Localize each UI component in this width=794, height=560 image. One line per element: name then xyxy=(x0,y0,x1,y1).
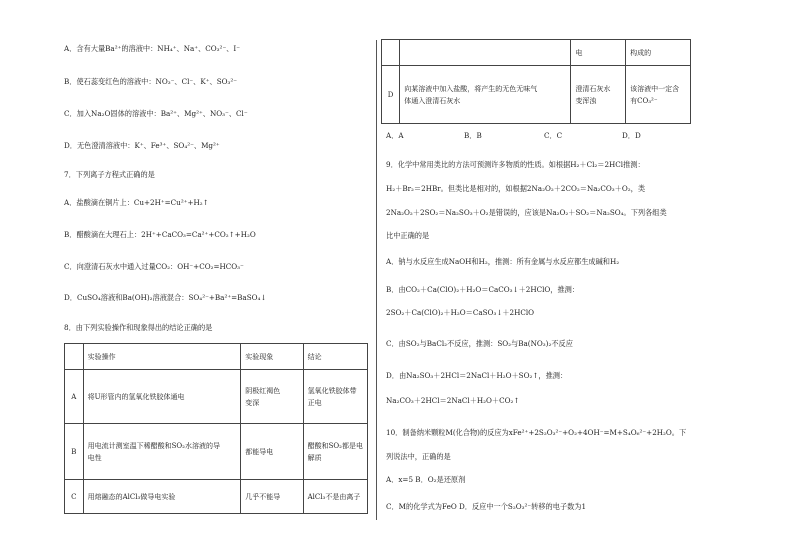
q7-option-c: C．向澄清石灰水中通入过量CO₂：OH⁻+CO₂=HCO₃⁻ xyxy=(64,262,244,271)
cell-line: 正电 xyxy=(307,398,322,407)
table-header-cell: 实验操作 xyxy=(83,344,241,370)
cell-line: 电性 xyxy=(87,453,102,462)
q8-stem: 8．由下列实验操作和现象得出的结论正确的是 xyxy=(64,323,213,332)
q9-stem-line: 比中正确的是 xyxy=(386,231,430,240)
cell-line: 都能导电 xyxy=(245,447,274,456)
q7-stem: 7．下列离子方程式正确的是 xyxy=(64,170,155,179)
table-header-row xyxy=(65,344,368,370)
q8-option-a: A．A xyxy=(386,131,404,140)
row-phenomenon xyxy=(241,370,303,424)
row-phenomenon xyxy=(571,66,626,124)
row-operation xyxy=(83,424,241,480)
row-phenomenon xyxy=(241,480,303,514)
q9-option-a: A．钠与水反应生成NaOH和H₂，推测：所有金属与水反应都生成碱和H₂ xyxy=(386,257,620,266)
q9-option-b: B．由CO₂＋Ca(ClO)₂＋H₂O＝CaCO₃↓＋2HClO，推测： xyxy=(386,285,580,294)
q8-option-b: B．B xyxy=(464,131,482,140)
cell-line: 用熔融态的AlCl₃做导电实验 xyxy=(87,492,176,501)
row-phenomenon: 电 xyxy=(571,40,626,66)
cell-line: 该溶液中一定含 xyxy=(630,84,680,93)
cell-line: 醋酸和SO₂都是电 xyxy=(307,441,363,450)
row-conclusion xyxy=(303,480,367,514)
row-conclusion: 构成的 xyxy=(626,40,691,66)
table-header-cell xyxy=(65,344,84,370)
table-header-cell: 实验现象 xyxy=(241,344,303,370)
row-label xyxy=(382,40,400,66)
cell-line: 有CO₃²⁻ xyxy=(630,96,658,105)
q7-option-a: A．盐酸滴在铜片上：Cu+2H⁺=Cu²⁺+H₂↑ xyxy=(64,198,209,207)
q10-stem-line: 10．制备纳米颗粒M(化合物)的反应为xFe²⁺+2S₂O₃²⁻+O₂+4OH⁻=M+S₄O₆²⁻+2H₂O。下 xyxy=(386,428,687,437)
q9-option-c: C．由SO₂与BaCl₂不反应，推测：SO₂与Ba(NO₃)₂不反应 xyxy=(386,339,573,348)
row-label: B xyxy=(65,424,84,480)
row-operation xyxy=(83,480,241,514)
table-header-cell: 结论 xyxy=(303,344,367,370)
cell-line: AlCl₃不是由离子 xyxy=(307,492,361,501)
q8-table xyxy=(64,343,368,514)
cell-line: 体通入澄清石灰水 xyxy=(404,96,461,105)
table-row xyxy=(382,66,691,124)
q9-stem-line: 2Na₂O₂＋2SO₂＝Na₂SO₃＋O₂是错误的，应该是Na₂O₂＋SO₂＝Na₂SO₄。下列各组类 xyxy=(386,208,667,217)
row-label: C xyxy=(65,480,84,514)
row-label: D xyxy=(382,66,400,124)
q6-option-c: C．加入Na₂O固体的溶液中：Ba²⁺、Mg²⁺、NO₃⁻、Cl⁻ xyxy=(64,109,248,118)
table-row xyxy=(65,370,368,424)
q9-option-b-cont: 2SO₂＋Ca(ClO)₂＋H₂O＝CaSO₃↓＋2HClO xyxy=(386,308,535,317)
cell-line: 向某溶液中加入盐酸，将产生的无色无味气 xyxy=(404,84,538,93)
row-conclusion xyxy=(303,370,367,424)
row-conclusion xyxy=(626,66,691,124)
q9-stem-line: H₂＋Br₂＝2HBr。但类比是相对的，如根据2Na₂O₂＋2CO₂＝Na₂CO₃＋O₂，类 xyxy=(386,184,646,193)
table-row xyxy=(65,480,368,514)
q9-stem-line: 9．化学中常用类比的方法可预测许多物质的性质。如根据H₂＋Cl₂＝2HCl推测： xyxy=(386,160,645,169)
q6-option-d: D．无色澄清溶液中：K⁺、Fe³⁺、SO₄²⁻、Mg²⁺ xyxy=(64,141,220,150)
q10-option-cd: C．M的化学式为FeO D．反应中一个S₂O₃²⁻转移的电子数为1 xyxy=(386,502,587,511)
q10-option-ab: A．x=5 B．O₂是还原剂 xyxy=(386,475,466,484)
q9-option-d: D．由Na₂SO₃＋2HCl＝2NaCl＋H₂O＋SO₂↑，推测： xyxy=(386,371,568,380)
cell-line: 氢氧化铁胶体带 xyxy=(307,386,357,395)
column-divider xyxy=(376,40,377,520)
q8-table-continued xyxy=(381,39,691,124)
row-label: A xyxy=(65,370,84,424)
q8-option-c: C．C xyxy=(544,131,563,140)
q7-option-b: B．醋酸滴在大理石上：2H⁺+CaCO₃=Ca²⁺+CO₂↑+H₂O xyxy=(64,230,256,239)
cell-line: 将U形管内的氢氧化铁胶体通电 xyxy=(87,392,185,401)
cell-line: 几乎不能导 xyxy=(245,492,281,501)
row-operation xyxy=(83,370,241,424)
q6-option-a: A．含有大量Ba²⁺的溶液中：NH₄⁺、Na⁺、CO₃²⁻、I⁻ xyxy=(64,44,241,53)
cell-line: 变浑浊 xyxy=(575,96,597,105)
cell-line: 阴极红褐色 xyxy=(245,386,281,395)
cell-line: 解质 xyxy=(307,453,322,462)
q8-option-d: D．D xyxy=(622,131,641,140)
table-row xyxy=(65,424,368,480)
row-phenomenon xyxy=(241,424,303,480)
q7-option-d: D．CuSO₄溶液和Ba(OH)₂溶液混合：SO₄²⁻+Ba²⁺=BaSO₄↓ xyxy=(64,293,267,302)
table-row xyxy=(382,40,691,66)
q10-stem-line: 列说法中，正确的是 xyxy=(386,452,451,461)
row-operation xyxy=(400,40,571,66)
cell-line: 用电流计测室温下稀醋酸和SO₂水溶液的导 xyxy=(87,441,220,450)
cell-line: 澄清石灰水 xyxy=(575,84,611,93)
row-operation xyxy=(400,66,571,124)
q9-option-d-cont: Na₂CO₃＋2HCl＝2NaCl＋H₂O＋CO₂↑ xyxy=(386,396,520,405)
cell-line: 变深 xyxy=(245,398,260,407)
row-conclusion xyxy=(303,424,367,480)
q6-option-b: B．使石蕊变红色的溶液中：NO₃⁻、Cl⁻、K⁺、SO₃²⁻ xyxy=(64,77,238,86)
